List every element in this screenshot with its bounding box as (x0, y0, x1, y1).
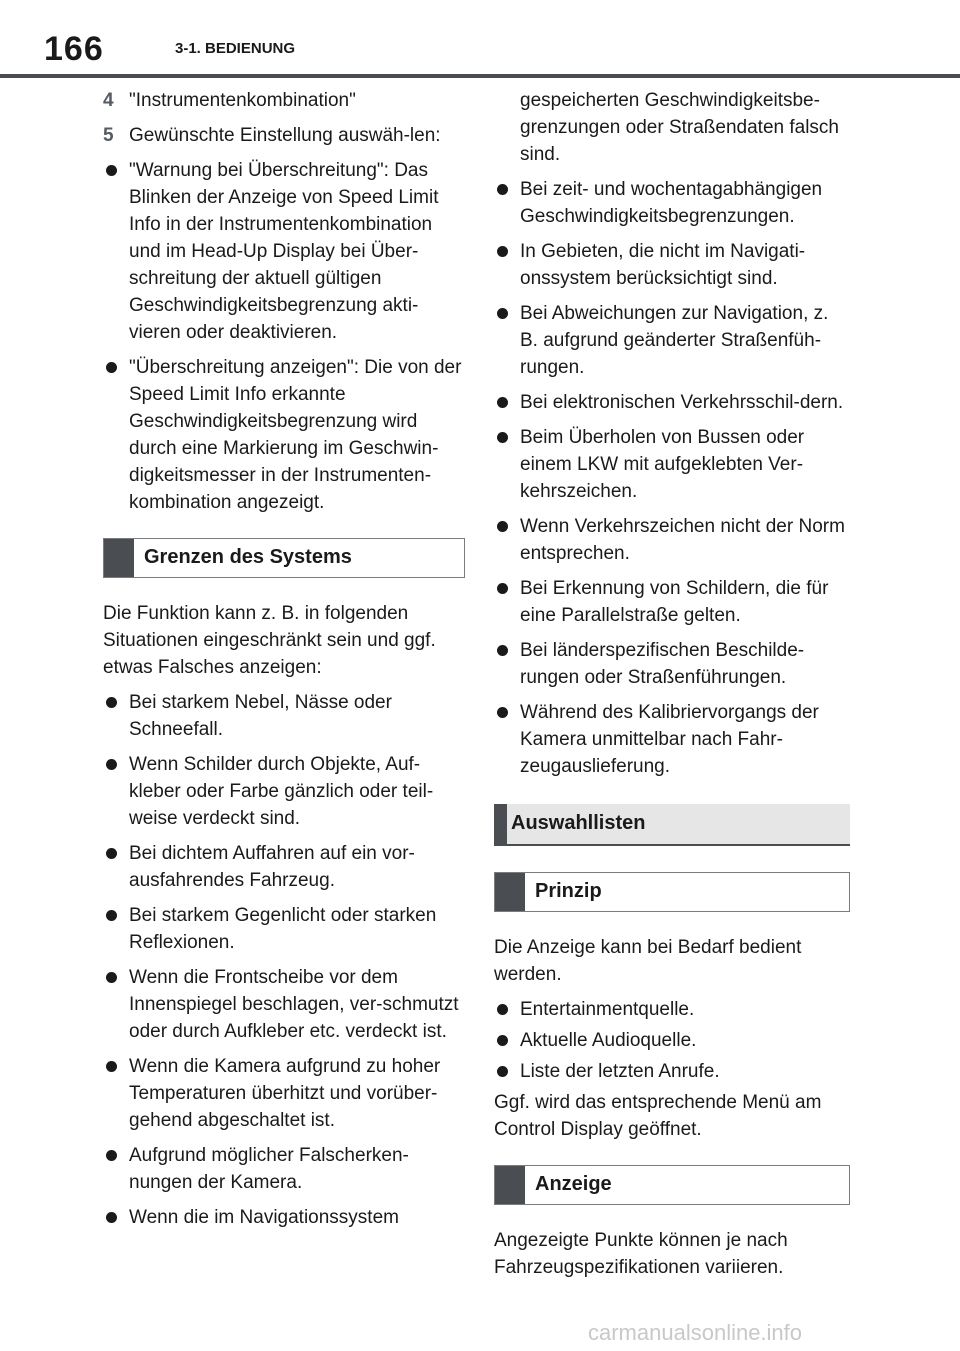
list-item-text: "Überschreitung anzeigen": Die von der Speed Limit Info erkannte Geschwindigkeitsbegrenzung wird durch eine Markierung im Geschwin-digkeitsmesser in der Instrumenten-kombination angezeigt. (129, 357, 462, 513)
prinzip-outro: Ggf. wird das entsprechende Menü am Control Display geöffnet. (494, 1092, 822, 1140)
step-text: Gewünschte Einstellung auswäh-len: (129, 125, 441, 146)
list-item-text: Wenn die Kamera aufgrund zu hoher Temperaturen überhitzt und vorüber-gehend abgeschaltet ist. (129, 1056, 441, 1131)
list-item-text: Bei starkem Gegenlicht oder starken Reflexionen. (129, 905, 437, 953)
step-text: "Instrumentenkombination" (129, 90, 356, 111)
heading-title: Auswahllisten (511, 812, 646, 834)
list-item (103, 1204, 465, 1231)
list-item (494, 389, 850, 416)
page-header (0, 0, 960, 78)
list-item (494, 176, 850, 230)
list-item (494, 513, 850, 567)
page-number: 166 (44, 30, 104, 68)
bullet-icon (494, 637, 520, 691)
list-item-text: Bei zeit- und wochentagabhängigen Geschwindigkeitsbegrenzungen. (520, 179, 823, 227)
bullet-icon (494, 699, 520, 780)
bullet-icon (494, 513, 520, 567)
list-item (103, 1142, 465, 1196)
bullet-icon (103, 157, 129, 346)
list-item-text: Bei dichtem Auffahren auf ein vor-ausfahrendes Fahrzeug. (129, 843, 415, 891)
left-column (103, 87, 465, 1239)
section-title: 3-1. BEDIENUNG (175, 40, 296, 57)
intro-paragraph: Die Funktion kann z. B. in folgenden Situationen eingeschränkt sein und ggf. etwas Falsches anzeigen: (103, 603, 436, 678)
list-item-text: Aufgrund möglicher Falscherken-nungen der Kamera. (129, 1145, 409, 1193)
list-item (494, 637, 850, 691)
list-item (103, 157, 465, 346)
bullet-icon (103, 840, 129, 894)
list-item (494, 424, 850, 505)
heading-prinzip (494, 872, 850, 912)
list-item (103, 840, 465, 894)
bullet-icon (494, 389, 520, 416)
header-divider (0, 74, 960, 78)
list-item-text: Wenn die Frontscheibe vor dem Innenspiegel beschlagen, ver-schmutzt oder durch Aufkleber etc. verdeckt ist. (129, 967, 459, 1042)
list-item-text: Während des Kalibriervorgangs der Kamera unmittelbar nach Fahr-zeugauslieferung. (520, 702, 819, 777)
heading-title: Anzeige (535, 1173, 612, 1195)
bullet-icon (103, 354, 129, 516)
bullet-icon (494, 575, 520, 629)
list-item (103, 354, 465, 516)
list-item-text: Bei elektronischen Verkehrsschil-dern. (520, 392, 844, 413)
right-column (494, 87, 850, 1289)
prinzip-intro: Die Anzeige kann bei Bedarf bedient werden. (494, 937, 802, 985)
list-item (103, 902, 465, 956)
bullet-icon (494, 238, 520, 292)
bullet-icon (494, 424, 520, 505)
watermark: carmanualsonline.info (588, 1320, 803, 1345)
list-item (494, 699, 850, 780)
step-item (103, 87, 465, 114)
step-number: 4 (103, 90, 114, 111)
heading-bar (495, 1166, 525, 1204)
list-item-text: Bei starkem Nebel, Nässe oder Schneefall. (129, 692, 392, 740)
bullet-icon (494, 1027, 520, 1054)
list-item (494, 1058, 850, 1085)
list-item (494, 300, 850, 381)
list-item-text: Wenn Schilder durch Objekte, Auf-kleber oder Farbe gänzlich oder teil-weise verdeckt sind. (129, 754, 434, 829)
heading-auswahllisten (494, 804, 850, 846)
heading-grenzen (103, 538, 465, 578)
bullet-icon (103, 1142, 129, 1196)
step-item (103, 122, 465, 149)
list-item-text: Beim Überholen von Bussen oder einem LKW mit aufgeklebten Ver-kehrszeichen. (520, 427, 805, 502)
bullet-icon (494, 996, 520, 1023)
list-item (494, 1027, 850, 1054)
list-item-text: Bei Erkennung von Schildern, die für eine Parallelstraße gelten. (520, 578, 829, 626)
bullet-icon (494, 1058, 520, 1085)
bullet-icon (103, 751, 129, 832)
bullet-icon (494, 176, 520, 230)
list-item-text: Bei Abweichungen zur Navigation, z. B. aufgrund geänderter Straßenfüh-rungen. (520, 303, 829, 378)
list-item-text: gespeicherten Geschwindigkeitsbe-grenzungen oder Straßendaten falsch sind. (520, 90, 839, 165)
list-item-continuation (494, 87, 850, 168)
bullet-icon (103, 1053, 129, 1134)
list-item-text: "Warnung bei Überschreitung": Das Blinken der Anzeige von Speed Limit Info in der Instrumentenkombination und im Head-Up Display bei Über-schreitung der aktuell gültigen Geschwindigkeitsbegrenzung akti-vieren oder deaktivieren. (129, 160, 439, 343)
list-item-text: Entertainmentquelle. (520, 999, 695, 1020)
list-item (103, 1053, 465, 1134)
bullet-icon (103, 964, 129, 1045)
heading-bar (104, 539, 134, 577)
step-number: 5 (103, 125, 114, 146)
list-item-text: Bei länderspezifischen Beschilde-rungen oder Straßenführungen. (520, 640, 805, 688)
heading-title: Grenzen des Systems (144, 546, 352, 568)
bullet-icon (103, 1204, 129, 1231)
list-item (103, 751, 465, 832)
bullet-icon (103, 689, 129, 743)
bullet-icon (494, 300, 520, 381)
list-item-text: Aktuelle Audioquelle. (520, 1030, 697, 1051)
heading-bar (494, 804, 507, 844)
list-item (494, 996, 850, 1023)
heading-bar (495, 873, 525, 911)
list-item (494, 575, 850, 629)
list-item-text: Liste der letzten Anrufe. (520, 1061, 720, 1082)
list-item (103, 964, 465, 1045)
list-item-text: In Gebieten, die nicht im Navigati-onssystem berücksichtigt sind. (520, 241, 806, 289)
heading-title: Prinzip (535, 880, 602, 902)
anzeige-text: Angezeigte Punkte können je nach Fahrzeugspezifikationen variieren. (494, 1230, 788, 1278)
list-item-text: Wenn die im Navigationssystem (129, 1207, 399, 1228)
list-item (494, 238, 850, 292)
heading-anzeige (494, 1165, 850, 1205)
list-item (103, 689, 465, 743)
bullet-icon (103, 902, 129, 956)
list-item-text: Wenn Verkehrszeichen nicht der Norm entsprechen. (520, 516, 845, 564)
